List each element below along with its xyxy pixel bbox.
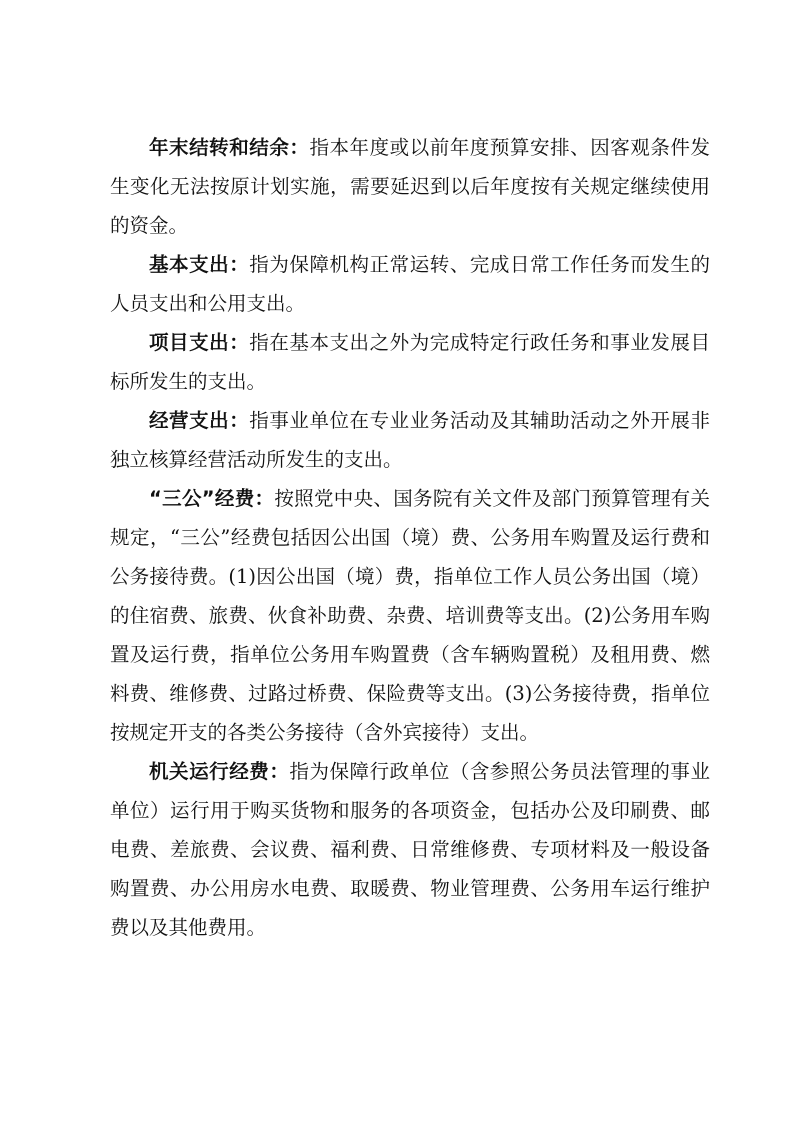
- term-agency-operating-funds: 机关运行经费：: [149, 760, 290, 783]
- definition-carryover-balance: 指本年度或以前年度预算安排、因客观条件发生变化无法按原计划实施，需要延迟到以后年度按有关规定继续使用的资金。: [110, 136, 710, 237]
- definition-basic-expenditure: 指为保障机构正常运转、完成日常工作任务而发生的人员支出和公用支出。: [110, 253, 710, 315]
- paragraph-carryover-balance: [110, 128, 710, 245]
- term-three-public-expenses: “三公”经费：: [149, 487, 275, 510]
- definition-agency-operating-funds: 指为保障行政单位（含参照公务员法管理的事业单位）运行用于购买货物和服务的各项资金，包括办公及印刷费、邮电费、差旅费、会议费、福利费、日常维修费、专项材料及一般设备购置费、办公用房水电费、取暖费、物业管理费、公务用车运行维护费以及其他费用。: [110, 760, 710, 939]
- paragraph-project-expenditure: [110, 323, 710, 401]
- document-body: [110, 128, 710, 947]
- paragraph-operating-expenditure: [110, 401, 710, 479]
- term-carryover-balance: 年末结转和结余：: [149, 136, 310, 159]
- paragraph-agency-operating-funds: [110, 752, 710, 947]
- definition-project-expenditure: 指在基本支出之外为完成特定行政任务和事业发展目标所发生的支出。: [110, 331, 710, 393]
- definition-three-public-expenses: 按照党中央、国务院有关文件及部门预算管理有关规定，“三公”经费包括因公出国（境）费、公务用车购置及运行费和公务接待费。(1)因公出国（境）费，指单位工作人员公务出国（境）的住宿费、旅费、伙食补助费、杂费、培训费等支出。(2)公务用车购置及运行费，指单位公务用车购置费（含车辆购置税）及租用费、燃料费、维修费、过路过桥费、保险费等支出。(3)公务接待费，指单位按规定开支的各类公务接待（含外宾接待）支出。: [110, 487, 710, 744]
- paragraph-three-public-expenses: [110, 479, 710, 752]
- term-project-expenditure: 项目支出：: [149, 331, 250, 354]
- definition-operating-expenditure: 指事业单位在专业业务活动及其辅助活动之外开展非独立核算经营活动所发生的支出。: [110, 409, 710, 471]
- term-operating-expenditure: 经营支出：: [149, 409, 250, 432]
- term-basic-expenditure: 基本支出：: [149, 253, 250, 276]
- paragraph-basic-expenditure: [110, 245, 710, 323]
